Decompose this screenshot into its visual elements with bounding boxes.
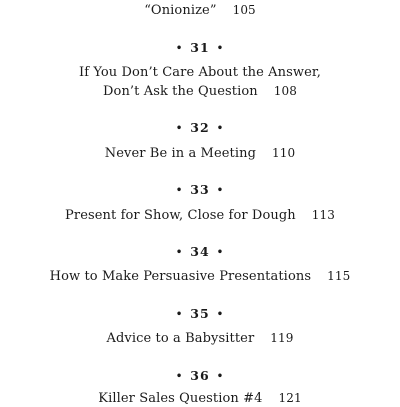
chapter-number: • 35 • xyxy=(175,306,225,321)
bullet-icon: • xyxy=(175,185,184,196)
bullet-icon: • xyxy=(216,247,225,258)
toc-entry-title: Present for Show, Close for Dough 113 xyxy=(65,208,335,223)
bullet-icon: • xyxy=(175,247,184,258)
toc-entry-title: Never Be in a Meeting 110 xyxy=(104,146,296,161)
toc-page-number: 121 xyxy=(278,391,302,405)
bullet-icon: • xyxy=(216,309,225,320)
toc-page-number: 115 xyxy=(327,269,351,283)
bullet-icon: • xyxy=(216,185,225,196)
bullet-icon: • xyxy=(175,371,184,382)
toc-entry-title: “Onionize” 105 xyxy=(144,3,256,18)
toc-entry-title: Killer Sales Question #4 121 xyxy=(98,391,302,406)
toc-entry-title: Don’t Ask the Question 108 xyxy=(103,84,297,99)
chapter-number: • 36 • xyxy=(175,368,225,383)
chapter-number: • 31 • xyxy=(175,40,225,55)
chapter-number: • 34 • xyxy=(175,244,225,259)
toc-page-number: 119 xyxy=(270,331,294,345)
chapter-number: • 32 • xyxy=(175,120,225,135)
toc-page-number: 105 xyxy=(232,3,256,17)
toc-entry-title: How to Make Persuasive Presentations 115 xyxy=(49,269,351,284)
toc-page-number: 110 xyxy=(272,146,296,160)
bullet-icon: • xyxy=(216,43,225,54)
bullet-icon: • xyxy=(175,43,184,54)
toc-page-number: 108 xyxy=(273,84,297,98)
toc-page-number: 113 xyxy=(311,208,335,222)
bullet-icon: • xyxy=(175,309,184,320)
toc-entry-title: If You Don’t Care About the Answer, xyxy=(78,65,322,80)
bullet-icon: • xyxy=(216,123,225,134)
chapter-number: • 33 • xyxy=(175,182,225,197)
toc-entry-title: Advice to a Babysitter 119 xyxy=(106,331,294,346)
bullet-icon: • xyxy=(216,371,225,382)
bullet-icon: • xyxy=(175,123,184,134)
